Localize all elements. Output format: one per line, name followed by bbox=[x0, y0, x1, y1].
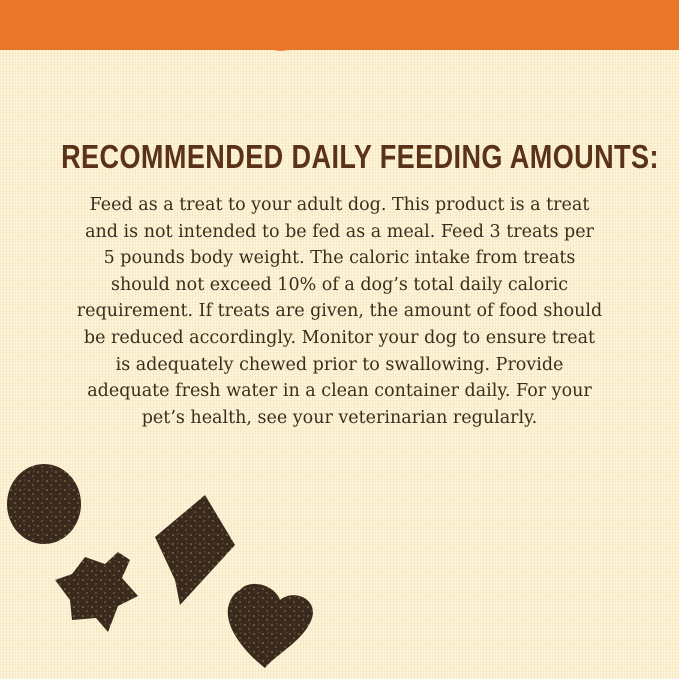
page-heading: RECOMMENDED DAILY FEEDING AMOUNTS: bbox=[61, 138, 659, 175]
torn-paper-edge bbox=[0, 38, 679, 54]
heart-treat-icon bbox=[228, 584, 313, 668]
instruction-line: requirement. If treats are given, the amount of food should bbox=[76, 301, 603, 322]
instruction-line: be reduced accordingly. Monitor your dog to ensure treat bbox=[83, 327, 596, 348]
feeding-instructions bbox=[60, 192, 619, 431]
instruction-line: is adequately chewed prior to swallowing. Provide bbox=[115, 354, 564, 375]
instruction-line: adequate fresh water in a clean container daily. For your bbox=[87, 381, 592, 402]
instruction-line: Feed as a treat to your adult dog. This product is a treat bbox=[89, 195, 590, 215]
treats-image bbox=[0, 460, 340, 679]
circle-treat-icon bbox=[7, 464, 81, 544]
instruction-line: should not exceed 10% of a dog’s total daily caloric bbox=[110, 274, 568, 295]
star-treat-icon bbox=[55, 552, 138, 632]
diamond-treat-icon bbox=[155, 495, 235, 605]
instruction-line: pet’s health, see your veterinarian regularly. bbox=[141, 407, 538, 428]
instruction-line: and is not intended to be fed as a meal. Feed 3 treats per bbox=[85, 221, 594, 242]
instruction-line: 5 pounds body weight. The caloric intake from treats bbox=[103, 248, 576, 269]
